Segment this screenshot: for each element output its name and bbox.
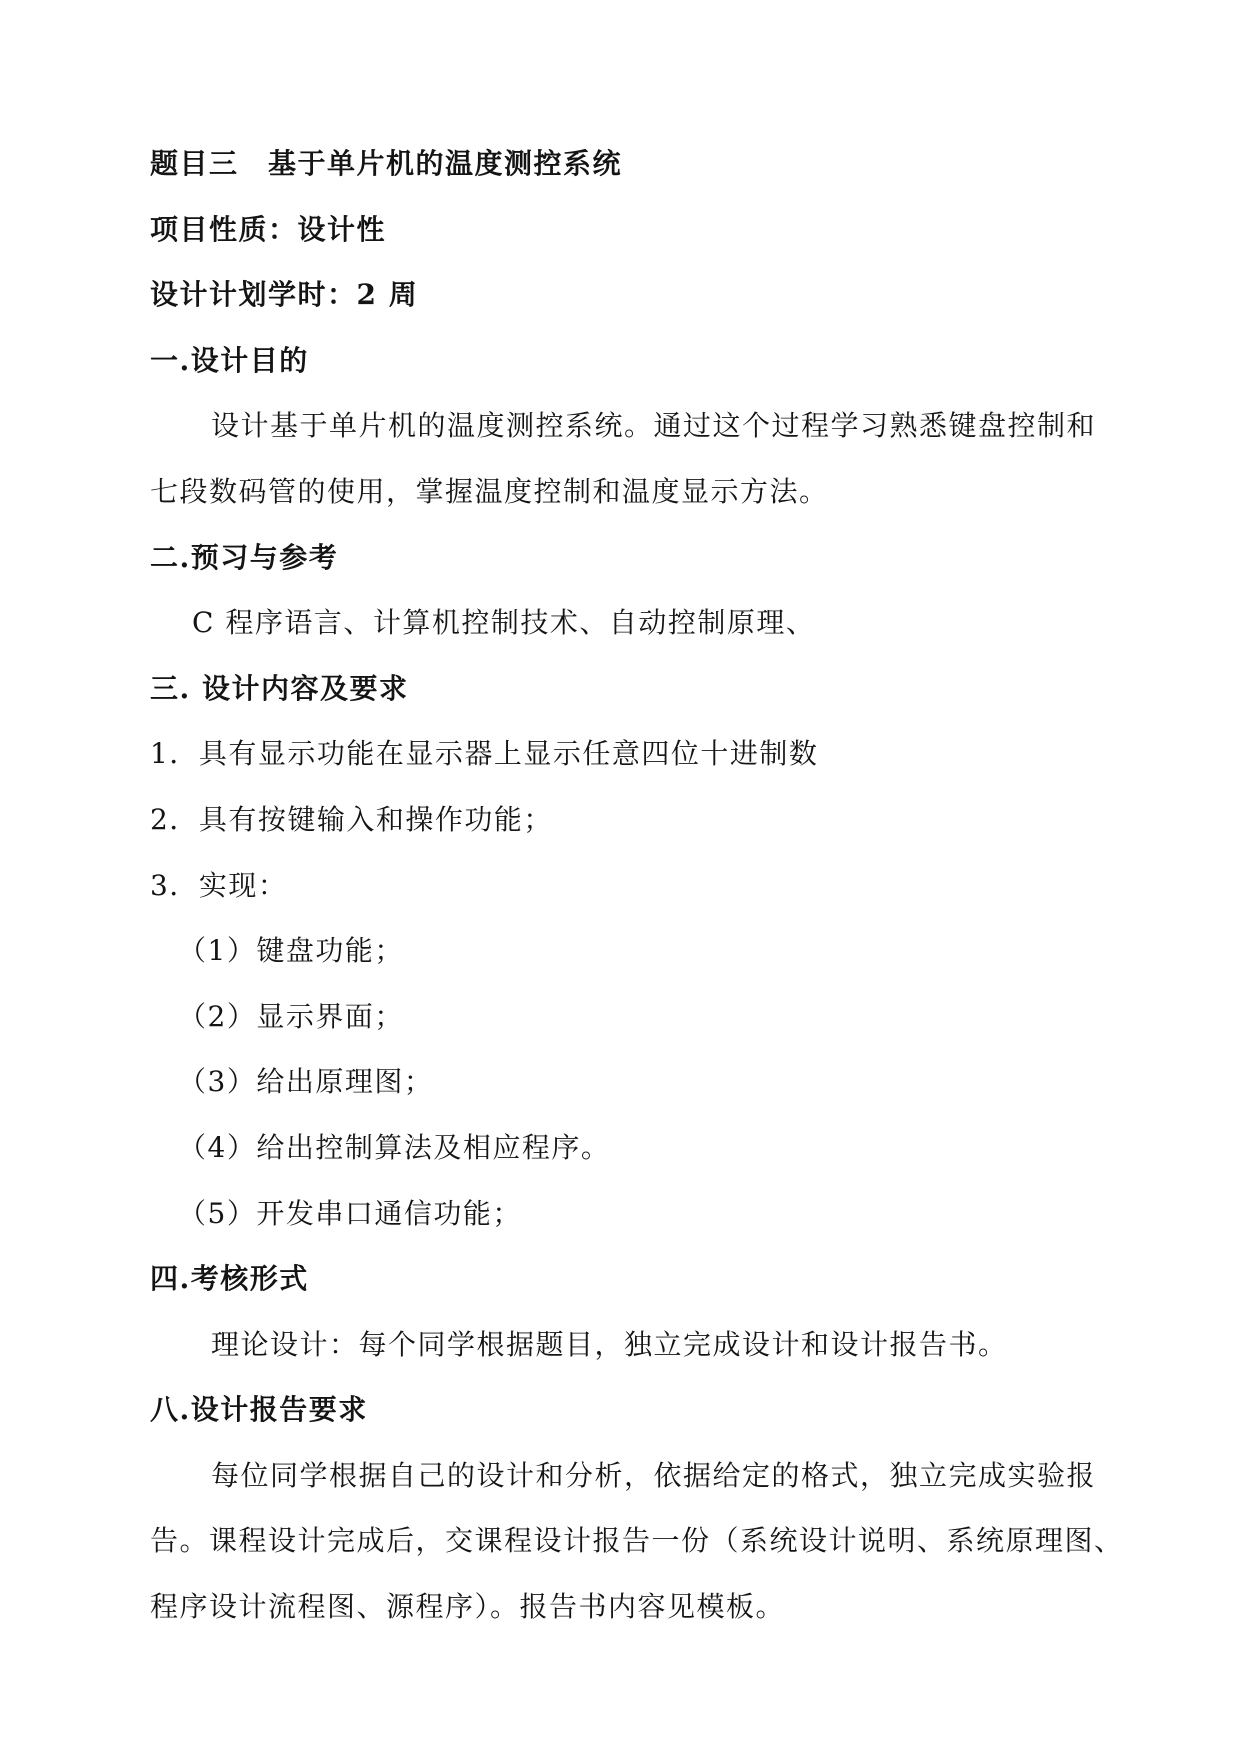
section-heading-requirements: 三. 设计内容及要求 — [150, 671, 409, 705]
document-title: 题目三 基于单片机的温度测控系统 — [150, 147, 623, 180]
paragraph-line: 设计基于单片机的温度测控系统。通过这个过程学习熟悉键盘控制和 — [211, 409, 1097, 443]
requirement-subitem: （4）给出控制算法及相应程序。 — [178, 1130, 611, 1164]
paragraph-line: 程序设计流程图、源程序）。报告书内容见模板。 — [150, 1590, 786, 1624]
requirement-item: 1．具有显示功能在显示器上显示任意四位十进制数 — [150, 737, 819, 771]
requirement-subitem: （1）键盘功能； — [178, 934, 404, 968]
requirement-item: 2．具有按键输入和操作功能； — [150, 802, 553, 836]
planned-hours: 设计计划学时：2 周 — [150, 278, 419, 312]
section-heading-purpose: 一.设计目的 — [150, 343, 309, 377]
paragraph-line: 告。课程设计完成后，交课程设计报告一份（系统设计说明、系统原理图、 — [150, 1524, 1124, 1558]
section-heading-report: 八.设计报告要求 — [150, 1393, 368, 1427]
project-nature: 项目性质：设计性 — [150, 212, 387, 246]
requirement-item: 3．实现： — [150, 868, 288, 902]
requirement-subitem: （3）给出原理图； — [178, 1065, 434, 1099]
paragraph-line: 每位同学根据自己的设计和分析，依据给定的格式，独立完成实验报 — [211, 1458, 1097, 1492]
paragraph-line: C 程序语言、计算机控制技术、自动控制原理、 — [192, 606, 816, 640]
requirement-subitem: （2）显示界面； — [178, 999, 404, 1033]
paragraph-line: 七段数码管的使用，掌握温度控制和温度显示方法。 — [150, 474, 829, 508]
paragraph-line: 理论设计：每个同学根据题目，独立完成设计和设计报告书。 — [211, 1327, 1008, 1361]
section-heading-assessment: 四.考核形式 — [150, 1262, 309, 1296]
section-heading-preparation: 二.预习与参考 — [150, 540, 339, 574]
requirement-subitem: （5）开发串口通信功能； — [178, 1196, 522, 1230]
